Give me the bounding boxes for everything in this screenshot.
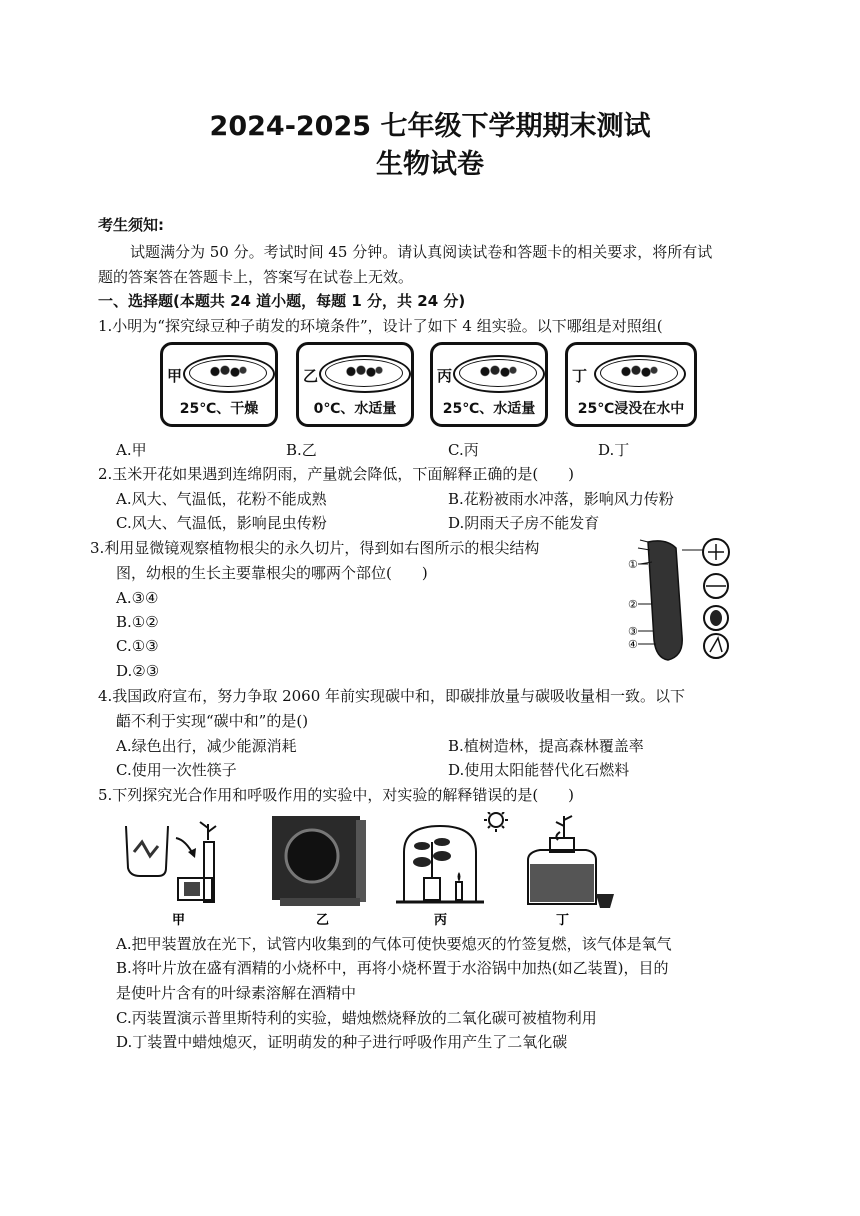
q5-option-b: B.将叶片放在盛有酒精的小烧杯中，再将小烧杯置于水浴锅中加热(如乙装置)，目的 [116,959,669,977]
beaker-icon [126,822,216,902]
question-5-stem: 5.下列探究光合作用和呼吸作用的实验中，对实验的解释错误的是( ) [98,786,575,804]
question-2-stem: 2.玉米开花如果遇到连绵阴雨，产量就会降低，下面解释正确的是( ) [98,465,575,483]
dish-label: 甲 [167,367,183,385]
q4-option-b: B.植树造林，提高森林覆盖率 [448,737,644,755]
q5-option-c: C.丙装置演示普里斯特利的实验，蜡烛燃烧释放的二氧化碳可被植物利用 [116,1009,597,1027]
q5-option-a: A.把甲装置放在光下，试管内收集到的气体可使快要熄灭的竹签复燃，该气体是氧气 [116,935,672,953]
q3-option-c: C.①③ [116,637,159,655]
dish-label: 乙 [303,367,319,385]
q3-option-d: D.②③ [116,662,160,680]
q5-option-b-cont: 是使叶片含有的叶绿素溶解在酒精中 [116,984,357,1002]
water-bath-icon [272,816,366,906]
sun-icon [484,812,508,832]
dish-bing [430,342,548,427]
q5-option-d: D.丁装置中蜡烛熄灭，证明萌发的种子进行呼吸作用产生了二氧化碳 [116,1033,568,1051]
fig-label-3: ③ [628,625,638,638]
fig-label-bing: 丙 [434,913,448,928]
section-heading: 一、选择题(本题共 24 道小题，每题 1 分，共 24 分) [98,292,466,310]
q3-option-a: A.③④ [116,589,159,607]
exam-title: 2024-2025 七年级下学期期末测试 [209,111,651,142]
dish-caption: 25℃、干燥 [179,401,259,417]
dish-label: 丙 [437,367,453,385]
q2-option-b: B.花粉被雨水冲落，影响风力传粉 [448,490,674,508]
question-4-stem-2: 齬不利于实现“碳中和”的是() [116,712,309,730]
seed-jar-icon [528,816,614,908]
fig-label-2: ② [628,598,638,611]
root-tip-figure [626,536,734,662]
fig-label-yi: 乙 [316,913,330,928]
q4-option-a: A.绿色出行，减少能源消耗 [116,737,297,755]
q5-experiment-figures [120,812,620,932]
fig-label-4: ④ [628,638,638,651]
notice-heading: 考生须知: [98,216,164,234]
q4-option-d: D.使用太阳能替代化石燃料 [448,761,630,779]
q2-option-a: A.风大、气温低，花粉不能成熟 [116,490,327,508]
dish-ding [565,342,697,427]
fig-label-ding: 丁 [556,913,570,928]
dish-yi [296,342,414,427]
question-3-stem-1: 3.利用显微镜观察植物根尖的永久切片，得到如右图所示的根尖结构 [90,539,540,557]
dish-caption: 25℃、水适量 [442,401,536,417]
q2-option-c: C.风大、气温低，影响昆虫传粉 [116,514,327,532]
exam-subtitle: 生物试卷 [376,149,484,180]
dish-caption: 25℃浸没在水中 [577,401,685,417]
q2-option-d: D.阴雨天子房不能发育 [448,514,600,532]
question-1-stem: 1.小明为“探究绿豆种子萌发的环境条件”，设计了如下 4 组实验。以下哪组是对照组( [98,317,663,335]
q1-option-a: A.甲 [116,441,147,459]
notice-line-1: 试题满分为 50 分。考试时间 45 分钟。请认真阅读试卷和答题卡的相关要求，将所有试 [130,243,713,261]
fig-label-1: ① [628,558,638,571]
q1-option-d: D.丁 [598,441,630,459]
q1-option-c: C.丙 [448,441,479,459]
question-4-stem-1: 4.我国政府宣布，努力争取 2060 年前实现碳中和，即碳排放量与碳吸收量相一致。以下 [98,687,686,705]
notice-line-2: 题的答案答在答题卡上，答案写在试卷上无效。 [98,268,414,286]
fig-label-jia: 甲 [172,913,186,928]
q1-option-b: B.乙 [286,441,317,459]
dish-jia [160,342,278,427]
q4-option-c: C.使用一次性筷子 [116,761,237,779]
q3-option-b: B.①② [116,613,159,631]
dish-label: 丁 [572,367,588,385]
dish-caption: 0℃、水适量 [313,401,397,417]
bell-jar-icon [396,826,484,902]
question-3-stem-2: 图，幼根的生长主要靠根尖的哪两个部位( ) [116,564,428,582]
